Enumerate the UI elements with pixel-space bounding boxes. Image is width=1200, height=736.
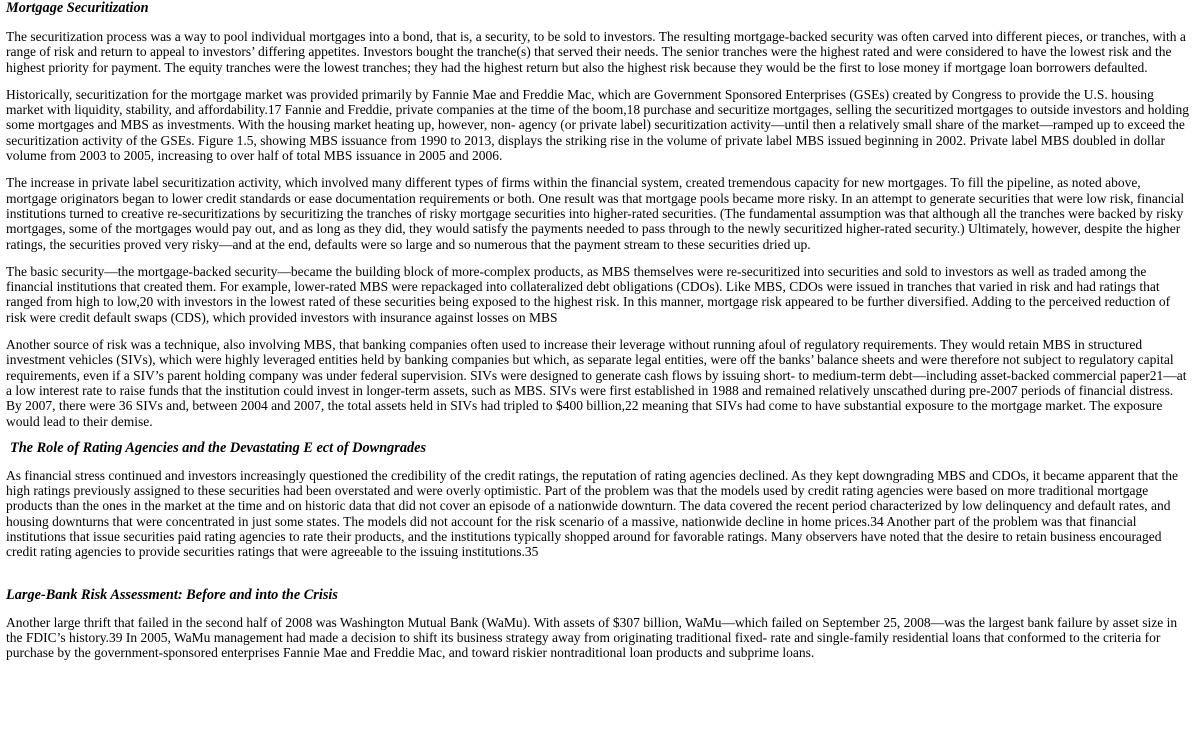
document-page xyxy=(6,0,1190,661)
paragraph: Another source of risk was a technique, also involving MBS, that banking companies often used to increase their leverage without running afoul of regulatory requirements. They would retain MBS in structured investment vehicles (SIVs), which were highly leveraged entities held by banking companies but which, as separate legal entities, were off the banks’ balance sheets and were therefore not subject to regulatory capital requirements, even if a SIV’s parent holding company was under federal supervision. SIVs were designed to generate cash flows by issuing short- to medium-term debt—including asset-backed commercial paper21—at a low interest rate to raise funds that the institution could invest in longer-term assets, such as MBS. SIVs were first established in 1988 and remained relatively unscathed during pre-2007 periods of financial distress. By 2007, there were 36 SIVs and, between 2004 and 2007, the total assets held in SIVs had tripled to $400 billion,22 meaning that SIVs had come to have substantial exposure to the mortgage market. The exposure would lead to their demise. xyxy=(6,337,1187,429)
paragraph: Another large thrift that failed in the second half of 2008 was Washington Mutual Bank (WaMu). With assets of $307 billion, WaMu—which failed on September 25, 2008—was the largest bank failure by asset size in the FDIC’s history.39 In 2005, WaMu management had made a decision to shift its business strategy away from originating traditional fixed- rate and single-family residential loans that conformed to the criteria for purchase by the government-sponsored enterprises Fannie Mae and Freddie Mac, and toward riskier nontraditional loan products and subprime loans. xyxy=(6,614,1178,661)
section-heading-rating-agencies: The Role of Rating Agencies and the Devastating E ect of Downgrades xyxy=(10,439,427,456)
section-heading-mortgage-securitization: Mortgage Securitization xyxy=(6,0,149,16)
paragraph: The securitization process was a way to pool individual mortgages into a bond, that is, a security, to be sold to investors. The resulting mortgage-backed security was often carved into different pieces, or tranches, with a range of risk and return to appeal to investors’ differing appetites. Investors bought the tranche(s) that served their needs. The senior tranches were the highest rated and were considered to have the lowest risk and the highest priority for payment. The equity tranches were the lowest tranches; they had the highest return but also the highest risk because they would be the first to lose money if mortgage loan borrowers defaulted. xyxy=(6,29,1186,75)
section-heading-large-bank-risk: Large-Bank Risk Assessment: Before and into the Crisis xyxy=(6,586,338,603)
paragraph: As financial stress continued and investors increasingly questioned the credibility of the credit ratings, the reputation of rating agencies declined. As they kept downgrading MBS and CDOs, it became apparent that the high ratings previously assigned to these securities had been overstated and were overly optimistic. Part of the problem was that the models used by credit rating agencies were based on more traditional mortgage products than the ones in the market at the time and on historic data that did not cover an episode of a nationwide downturn. The data covered the recent period characterized by low delinquency and default rates, and housing downturns that were concentrated in just some states. The models did not account for the risk scenario of a massive, nationwide decline in home prices.34 Another part of the problem was that financial institutions that issue securities paid rating agencies to rate their products, and the institutions typically shopped around for favorable ratings. Many observers have noted that the desire to retain business encouraged credit rating agencies to provide securities ratings that were agreeable to the issuing institutions.35 xyxy=(6,467,1178,560)
section-spacer xyxy=(6,560,1190,587)
paragraph: Historically, securitization for the mortgage market was provided primarily by Fannie Mae and Freddie Mac, which are Government Sponsored Enterprises (GSEs) created by Congress to provide the U.S. housing market with liquidity, stability, and affordability.17 Fannie and Freddie, private companies at the time of the boom,18 purchase and securitize mortgages, selling the securitized mortgages to outside investors and holding some mortgages and MBS as investments. With the housing market heating up, however, non- agency (or private label) securitization activity—until then a relatively small share of the market—ramped up to exceed the securitization activity of the GSEs. Figure 1.5, showing MBS issuance from 1990 to 2013, displays the striking rise in the volume of private label MBS issued beginning in 2002. Private label MBS doubled in dollar volume from 2003 to 2005, increasing to over half of total MBS issuance in 2005 and 2006. xyxy=(6,86,1189,164)
paragraph: The basic security—the mortgage-backed security—became the building block of more-complex products, as MBS themselves were re-securitized into securities and sold to investors as well as traded among the financial institutions that created them. For example, lower-rated MBS were repackaged into collateralized debt obligations (CDOs). Like MBS, CDOs were issued in tranches that varied in risk and had ratings that ranged from high to low,20 with investors in the lowest rated of these securities being exposed to the highest risk. In this manner, mortgage risk appeared to be further diversified. Adding to the perceived reduction of risk were credit default swaps (CDS), which provided investors with insurance against losses on MBS xyxy=(6,263,1171,325)
paragraph: The increase in private label securitization activity, which involved many different types of firms within the financial system, created tremendous capacity for new mortgages. To fill the pipeline, as noted above, mortgage originators began to lower credit standards or ease documentation requirements or both. One result was that mortgage pools became more risky. In an attempt to generate securities that were low risk, financial institutions turned to creative re-securitizations by securitizing the tranches of risky mortgage securities into higher-rated securities. (The fundamental assumption was that although all the tranches were backed by risky mortgages, some of the mortgages would pay out, and as long as they did, they would satisfy the payments needed to pass through to the newly securitized higher-rated security.) Ultimately, however, despite the higher ratings, the securities proved very risky—and at the end, defaults were so large and so numerous that the payment stream to these securities dried up. xyxy=(6,175,1185,252)
